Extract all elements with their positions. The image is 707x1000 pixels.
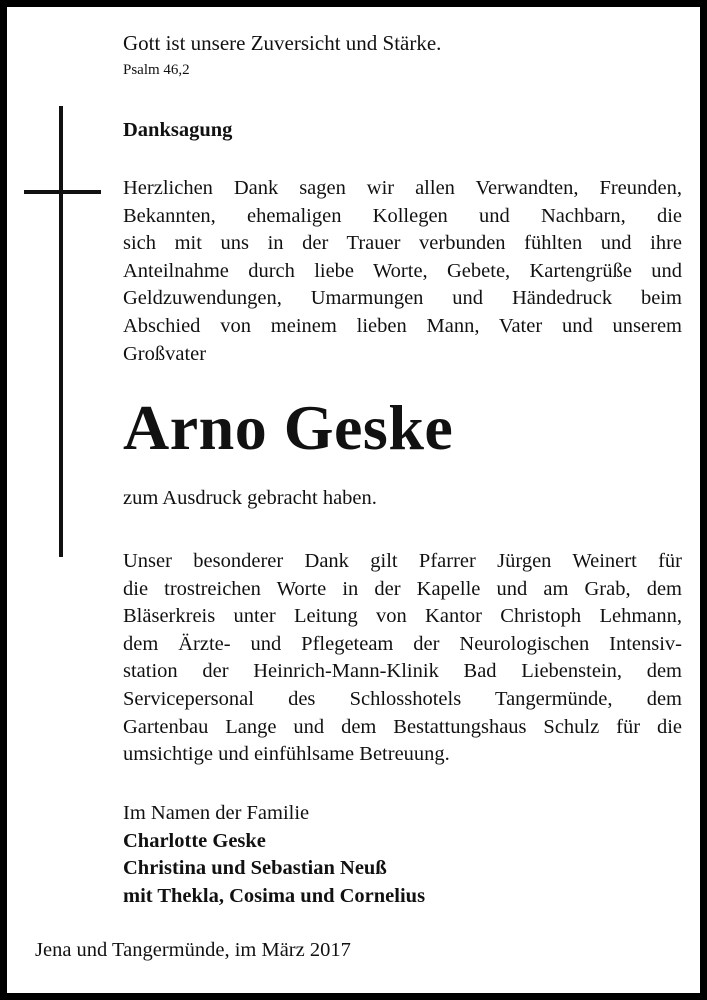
cross-icon-bar (24, 190, 101, 194)
paragraph-line: umsichtige und einfühlsame Betreuung. (123, 743, 450, 766)
place-date: Jena und Tangermünde, im März 2017 (35, 939, 351, 961)
thanks-paragraph (123, 175, 682, 368)
signature-name: mit Thekla, Cosima und Cornelius (123, 884, 426, 907)
special-thanks-paragraph (123, 548, 682, 769)
after-name-text: zum Ausdruck gebracht haben. (123, 487, 377, 509)
paragraph-line: dem Ärzte- und Pflegeteam der Neurologischen Intensiv- (123, 632, 682, 655)
paragraph-line: Unser besonderer Dank gilt Pfarrer Jürgen Weinert für (123, 550, 682, 572)
paragraph-line: sich mit uns in der Trauer verbunden fühlten und ihre (123, 232, 682, 255)
paragraph-line: Bekannten, ehemaligen Kollegen und Nachbarn, die (123, 204, 682, 227)
paragraph-line: Geldzuwendungen, Umarmungen und Händedruck beim (123, 287, 682, 310)
deceased-name: Arno Geske (123, 392, 454, 463)
paragraph-line: Abschied von meinem lieben Mann, Vater und unserem (123, 314, 682, 337)
paragraph-line: Servicepersonal des Schlosshotels Tangermünde, dem (123, 687, 682, 710)
cross-icon (59, 106, 63, 557)
paragraph-line: Gartenbau Lange und dem Bestattungshaus Schulz für die (123, 715, 682, 738)
paragraph-line: Großvater (123, 342, 207, 365)
signature-block (123, 800, 682, 910)
signature-name: Christina und Sebastian Neuß (123, 857, 387, 880)
paragraph-line: station der Heinrich-Mann-Klinik Bad Liebenstein, dem (123, 660, 682, 683)
signature-name: Charlotte Geske (123, 829, 266, 852)
paragraph-line: Anteilnahme durch liebe Worte, Gebete, Kartengrüße und (123, 259, 682, 282)
motto: Gott ist unsere Zuversicht und Stärke. (123, 31, 442, 55)
paragraph-line: Herzlichen Dank sagen wir allen Verwandten, Freunden, (123, 177, 682, 199)
psalm-reference: Psalm 46,2 (123, 62, 190, 78)
paragraph-line: die trostreichen Worte in der Kapelle und am Grab, dem (123, 577, 682, 600)
heading: Danksagung (123, 119, 233, 141)
signature-intro: Im Namen der Familie (123, 802, 310, 824)
obituary-notice (7, 7, 700, 993)
paragraph-line: Bläserkreis unter Leitung von Kantor Christoph Lehmann, (123, 605, 682, 628)
